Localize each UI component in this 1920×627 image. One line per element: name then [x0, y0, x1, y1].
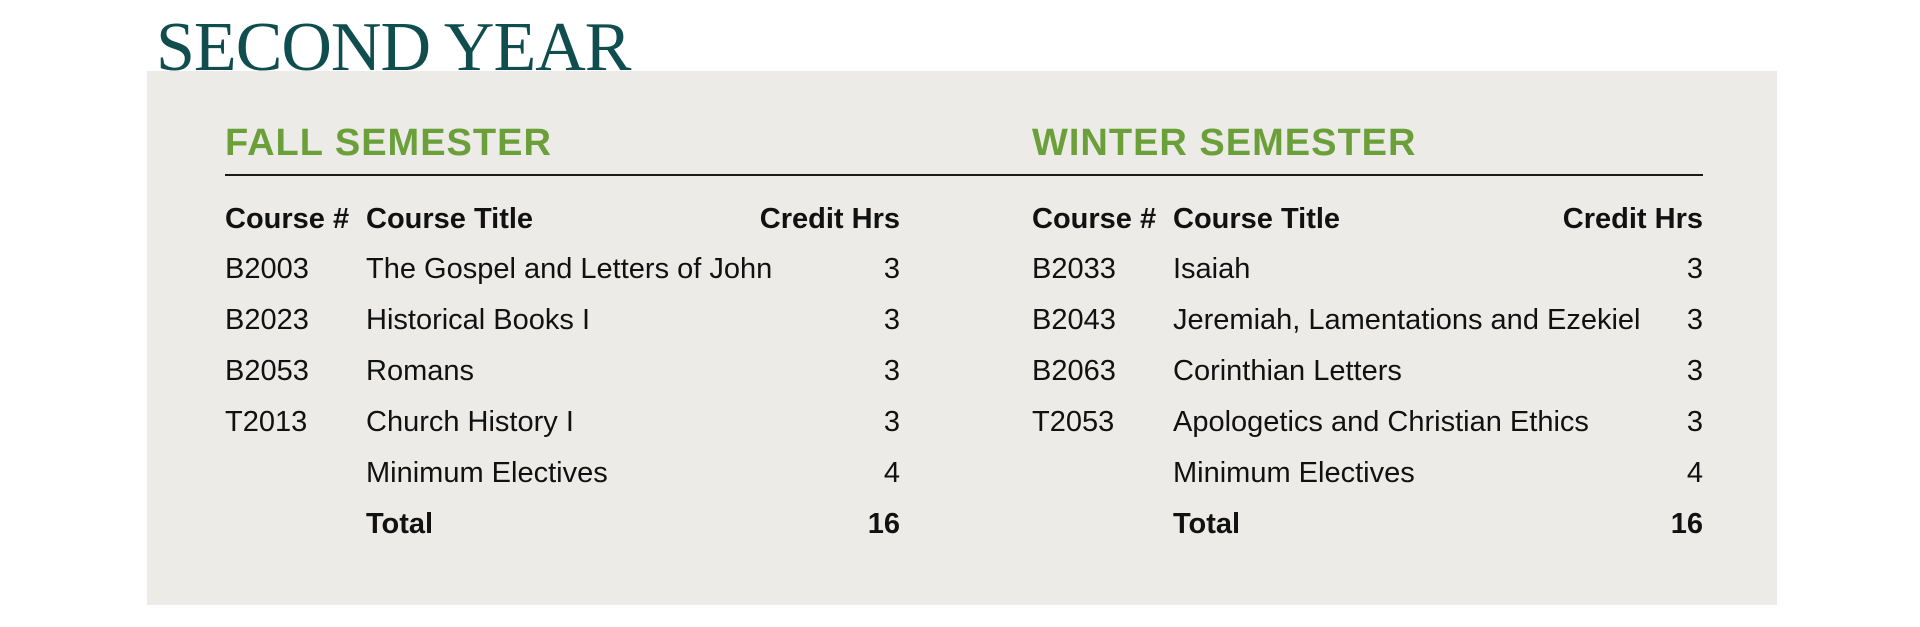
- credit-hours: 3: [1686, 253, 1703, 285]
- page-title: SECOND YEAR: [156, 9, 631, 86]
- winter-semester-heading: WINTER SEMESTER: [1032, 122, 1417, 164]
- course-row: [1032, 251, 1703, 287]
- course-title-header: Course Title: [1173, 203, 1341, 235]
- credit-hours: 3: [883, 253, 900, 285]
- course-title: Minimum Electives: [366, 457, 608, 489]
- course-number-header: Course #: [1032, 203, 1157, 235]
- curriculum-panel: [147, 71, 1777, 605]
- course-number: B2003: [225, 253, 309, 285]
- course-row: [225, 302, 900, 338]
- course-number-header: Course #: [225, 203, 350, 235]
- credit-hours: 3: [1686, 355, 1703, 387]
- total-row: [1032, 506, 1703, 542]
- credit-hours: 3: [1686, 304, 1703, 336]
- course-row: [225, 455, 900, 491]
- course-title: Jeremiah, Lamentations and Ezekiel: [1173, 304, 1641, 336]
- credit-hours: 4: [883, 457, 900, 489]
- course-number: B2053: [225, 355, 309, 387]
- course-title: Corinthian Letters: [1173, 355, 1402, 387]
- credit-hours: 3: [1686, 406, 1703, 438]
- heading-rule: [225, 174, 1130, 176]
- total-row: [225, 506, 900, 542]
- heading-rule: [1032, 174, 1703, 176]
- course-number: B2033: [1032, 253, 1116, 285]
- course-title: Isaiah: [1173, 253, 1251, 285]
- credit-hours: 4: [1686, 457, 1703, 489]
- course-row: [1032, 404, 1703, 440]
- credit-hours: 3: [883, 406, 900, 438]
- course-title: Apologetics and Christian Ethics: [1173, 406, 1589, 438]
- course-title: Romans: [366, 355, 474, 387]
- course-number: T2013: [225, 406, 308, 438]
- total-credit-hours: 16: [867, 508, 900, 540]
- course-number: T2053: [1032, 406, 1115, 438]
- fall-semester-heading: FALL SEMESTER: [225, 122, 552, 164]
- course-number: B2043: [1032, 304, 1116, 336]
- course-title: Historical Books I: [366, 304, 591, 336]
- course-title: Church History I: [366, 406, 574, 438]
- course-title-header: Course Title: [366, 203, 534, 235]
- total-label: Total: [1173, 508, 1241, 540]
- course-title: Minimum Electives: [1173, 457, 1415, 489]
- course-row: [225, 404, 900, 440]
- course-row: [1032, 455, 1703, 491]
- course-row: [1032, 302, 1703, 338]
- course-number: B2023: [225, 304, 309, 336]
- total-label: Total: [366, 508, 434, 540]
- course-row: [225, 251, 900, 287]
- course-number: B2063: [1032, 355, 1116, 387]
- total-credit-hours: 16: [1670, 508, 1703, 540]
- course-title: The Gospel and Letters of John: [366, 253, 773, 285]
- credit-hours-header: Credit Hrs: [1562, 203, 1703, 235]
- credit-hours: 3: [883, 355, 900, 387]
- credit-hours-header: Credit Hrs: [759, 203, 900, 235]
- course-row: [225, 353, 900, 389]
- credit-hours: 3: [883, 304, 900, 336]
- course-row: [1032, 353, 1703, 389]
